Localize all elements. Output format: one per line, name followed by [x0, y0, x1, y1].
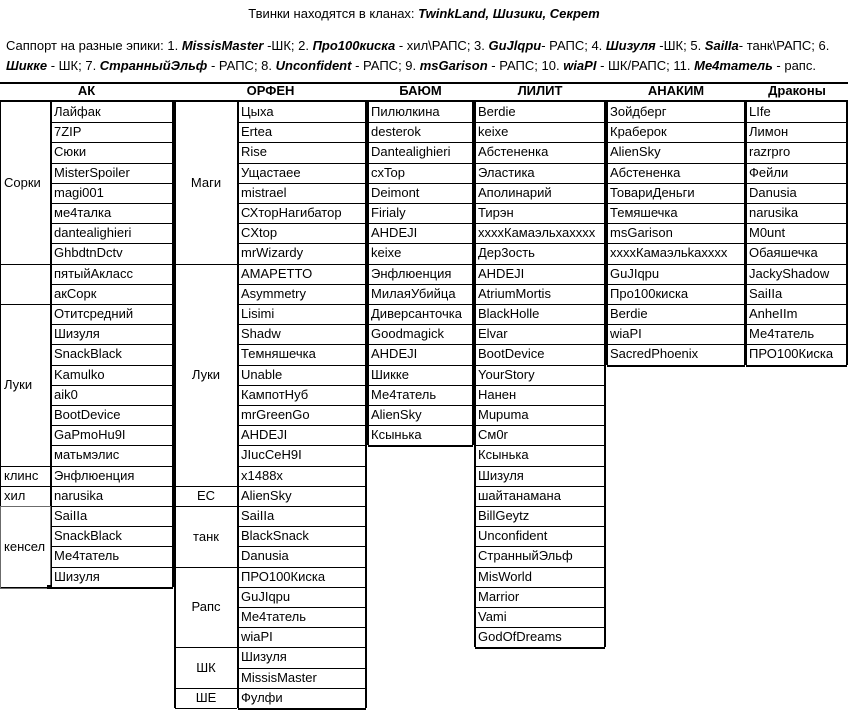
orfen-cell[interactable]: Asymmetry [241, 285, 306, 301]
baium-cell[interactable]: AlienSky [371, 407, 422, 422]
lilit-cell[interactable]: Дер3ость [478, 245, 535, 261]
orfen-cell[interactable]: AHDEJI [241, 427, 288, 443]
anakim-cell[interactable]: Berdie [610, 306, 648, 321]
orfen-cell[interactable]: GuJIqpu [241, 588, 291, 604]
dragons-cell[interactable]: narusika [749, 205, 799, 220]
orfen-group-label[interactable]: Рапс [191, 599, 221, 615]
baium-cell[interactable]: Deimont [371, 184, 420, 200]
ak-group-label[interactable]: Сорки [4, 175, 41, 191]
ak-cell[interactable]: матьмэлис [54, 447, 120, 463]
lilit-bottom-border [475, 647, 605, 649]
ak-cell[interactable]: GaPmoHu9I [54, 427, 126, 443]
orfen-cell[interactable]: AlienSky [241, 487, 292, 503]
anakim-cell[interactable]: xxxxКамаэльkaxxxx [610, 245, 728, 261]
ak-cell[interactable]: BootDevice [54, 407, 121, 422]
baium-bottom-border [368, 445, 473, 447]
ak-cell[interactable]: SnackBlack [54, 528, 122, 544]
dragons-cell[interactable]: LIfe [749, 104, 771, 119]
orfen-cell[interactable]: SaiIIa [241, 508, 275, 523]
ak-cell[interactable]: magi001 [54, 184, 104, 200]
orfen-cell[interactable]: Unable [241, 366, 283, 382]
lilit-cell[interactable]: Unconfident [478, 528, 548, 544]
ak-cell[interactable]: SaiIIa [54, 508, 88, 523]
orfen-cell[interactable]: Фулфи [241, 689, 283, 705]
ak-cell[interactable]: narusika [54, 487, 104, 503]
orfen-cell[interactable]: Rise [241, 144, 268, 160]
orfen-group-label[interactable]: ШЕ [195, 690, 217, 706]
ak-cell[interactable]: акСорк [54, 285, 97, 301]
support-name: wiaPI [563, 58, 597, 73]
support-text: Саппорт на разные эпики: 1. [6, 38, 182, 53]
lilit-cell[interactable]: Тирэн [478, 205, 514, 220]
dragons-cell[interactable]: Danusia [749, 184, 797, 200]
support-text: - ШК/РАПС; 11. [596, 58, 695, 73]
column-header-5[interactable]: АНАКИМ [647, 83, 705, 98]
orfen-group-label[interactable]: Маги [190, 175, 222, 191]
baium-cell[interactable]: Пилюлкина [371, 104, 440, 119]
ak-cell[interactable]: ме4талка [54, 205, 112, 220]
dragons-cell[interactable]: Фейли [749, 164, 789, 180]
support-name: Me4mameль [694, 58, 773, 73]
orfen-cell[interactable]: Ertea [241, 124, 273, 140]
baium-cell[interactable]: Ксынька [371, 427, 422, 443]
orfen-cell[interactable]: Ущастаеe [241, 164, 301, 180]
lilit-cell[interactable]: Аполинарий [478, 184, 552, 200]
anakim-cell[interactable]: msGarison [610, 225, 673, 241]
ak-group-label[interactable]: кенсел [4, 538, 46, 554]
lilit-cell[interactable]: Berdie [478, 104, 516, 119]
orfen-cell[interactable]: BlackSnack [241, 528, 309, 544]
ak-cell[interactable]: Шизуля [54, 326, 100, 342]
support-text: - РАПС; 9. [351, 58, 420, 73]
lilit-cell[interactable]: Ксынька [478, 447, 529, 463]
baium-cell[interactable]: Шикке [371, 366, 409, 382]
ak-cell[interactable]: dantealighieri [54, 225, 132, 241]
lilit-cell[interactable]: xxxxКамаэльхаxxxx [478, 225, 596, 241]
lilit-cell[interactable]: Marrior [478, 588, 520, 604]
lilit-cell[interactable]: BlackHolle [478, 306, 540, 321]
baium-cell[interactable]: Диверсанточка [371, 306, 462, 321]
lilit-cell[interactable]: Абстененка [478, 144, 549, 160]
orfen-cell[interactable]: Shadw [241, 326, 281, 342]
support-name: SaiIIa [704, 38, 739, 53]
ak-cell[interactable]: Сюки [54, 144, 87, 160]
orfen-cell[interactable]: AMAPETTO [241, 265, 313, 281]
support-text: -ШК; 5. [655, 38, 705, 53]
column-header-3[interactable]: БАЮМ [399, 83, 442, 98]
lilit-cell[interactable]: шайтанамана [478, 487, 561, 503]
orfen-cell[interactable]: Me4татель [241, 609, 307, 624]
support-text: - хил\РАПС; 3. [395, 38, 489, 53]
lilit-left-border [474, 102, 476, 647]
ak-group-label[interactable]: хил [4, 488, 26, 504]
ak-cell[interactable]: Отитсредний [54, 306, 134, 321]
dragons-cell[interactable]: Ме4татель [749, 326, 815, 342]
dragons-cell[interactable]: Обаяшечка [749, 245, 818, 261]
dragons-cell[interactable]: ПРО100Киска [749, 346, 834, 362]
lilit-cell[interactable]: GodOfDreams [478, 629, 562, 645]
anakim-left-border [606, 102, 608, 365]
ak-cell[interactable]: Kamulko [54, 366, 105, 382]
baium-cell[interactable]: Goodmagick [371, 326, 444, 342]
baium-cell[interactable]: keixe [371, 245, 402, 261]
dragons-bottom-border [746, 365, 847, 367]
lilit-cell[interactable]: AHDEJI [478, 265, 525, 281]
anakim-bottom-border [607, 365, 745, 367]
orfen-cell[interactable]: x1488x [241, 467, 283, 483]
orfen-group-label[interactable]: ШК [196, 660, 216, 676]
column-header-2[interactable]: ОРФЕН [246, 83, 295, 98]
orfen-cell[interactable]: mrGreenGo [241, 407, 310, 422]
baium-cell[interactable]: desterok [371, 124, 421, 140]
orfen-cell[interactable]: wiaPI [241, 629, 273, 645]
orfen-cell[interactable]: MissisMaster [241, 669, 317, 685]
ak-cell[interactable]: Энфлюенция [54, 467, 135, 483]
support-text: - РАПС; 10. [487, 58, 564, 73]
orfen-cell[interactable]: СХторНагибатор [241, 205, 342, 220]
orfen-cell[interactable]: CXtop [241, 225, 278, 241]
support-name: msGarison [419, 58, 488, 73]
lilit-cell[interactable]: BootDevice [478, 346, 545, 362]
lilit-cell[interactable]: Elvar [478, 326, 508, 342]
lilit-cell[interactable]: Cм0r [478, 427, 508, 443]
orfen-cell[interactable]: ПРО100Киска [241, 568, 326, 584]
orfen-cell[interactable]: Danusia [241, 548, 289, 564]
anakim-cell[interactable]: Краберок [610, 124, 667, 140]
clans-caption-names: TwinkLand, Шизики, Секрет [418, 6, 600, 21]
column-header-6[interactable]: Драконы [768, 83, 826, 98]
support-caption [6, 36, 844, 76]
lilit-cell[interactable]: YourStory [478, 366, 535, 382]
orfen-group-label[interactable]: танк [193, 528, 219, 544]
orfen-cell[interactable]: КампотНуб [241, 386, 309, 402]
baium-left-border [367, 102, 369, 445]
ak-cell[interactable]: MisterSpoiler [54, 164, 130, 180]
orfen-group-line [175, 708, 237, 709]
support-text: - рапс. [772, 58, 816, 73]
ak-cell[interactable]: Шизуля [54, 568, 100, 584]
support-name: Unconfident [275, 58, 352, 73]
anakim-cell[interactable]: ТовариДеньги [610, 184, 695, 200]
support-name: Шизуля [605, 38, 656, 53]
orfen-cell[interactable]: mrWizardy [241, 245, 304, 261]
baium-cell[interactable]: Ме4татель [371, 386, 437, 402]
support-text: - РАПС; 8. [207, 58, 276, 73]
dragons-cell[interactable]: razrpro [749, 144, 791, 160]
ak-cell[interactable]: Ме4татель [54, 548, 120, 564]
ak-cell[interactable]: 7ZIP [54, 124, 82, 140]
anakim-cell[interactable]: GuJIqpu [610, 265, 660, 281]
anakim-cell[interactable]: SacredPhoenix [610, 346, 699, 362]
baium-cell[interactable]: МилаяУбийца [371, 285, 456, 301]
lilit-cell[interactable]: Шизуля [478, 467, 524, 483]
orfen-cell[interactable]: JIucCeH9I [241, 447, 302, 463]
ak-cell[interactable]: пятыйАклаcc [54, 265, 133, 281]
baium-cell[interactable]: cxTop [371, 164, 405, 180]
column-header-4[interactable]: ЛИЛИТ [517, 83, 563, 98]
orfen-group-label[interactable]: Луки [191, 367, 221, 383]
lilit-cell[interactable]: Vami [478, 609, 507, 624]
baium-cell[interactable]: AHDEJI [371, 225, 418, 241]
support-text: - ШК; 7. [47, 58, 100, 73]
anakim-cell[interactable]: wiaPI [610, 326, 642, 342]
dragons-cell[interactable]: JackyShadow [749, 265, 830, 281]
orfen-group-left-thick [174, 102, 176, 708]
lilit-cell[interactable]: Hанен [478, 386, 517, 402]
dragons-cell[interactable]: AnheIIm [749, 306, 798, 321]
baium-cell[interactable]: AHDEJI [371, 346, 418, 362]
lilit-cell[interactable]: СтранныйЭльф [478, 548, 573, 564]
selected-cell-border[interactable] [0, 506, 51, 589]
lilit-cell[interactable]: AtriumMortis [478, 285, 551, 301]
dragons-cell[interactable]: M0unt [749, 225, 786, 241]
lilit-cell[interactable]: keixe [478, 124, 509, 140]
lilit-cell[interactable]: Mupuma [478, 407, 529, 422]
baium-cell[interactable]: Энфлюенция [371, 265, 452, 281]
lilit-cell[interactable]: MisWorld [478, 568, 532, 584]
ak-bottom-border [51, 587, 173, 589]
lilit-cell[interactable]: BillGeytz [478, 508, 530, 523]
dragons-left-border [745, 102, 747, 365]
support-name: СтранныйЭльф [99, 58, 208, 73]
dragons-cell[interactable]: SaiIIa [749, 285, 783, 301]
support-name: GuJlqpu [488, 38, 542, 53]
dragons-cell[interactable]: Лимон [749, 124, 789, 140]
orfen-cell[interactable]: Темняшечка [241, 346, 316, 362]
anakim-cell[interactable]: AlienSky [610, 144, 661, 160]
support-text: -ШК; 2. [263, 38, 313, 53]
orfen-group-label[interactable]: ЕС [196, 488, 216, 504]
column-header-1[interactable]: АК [77, 83, 96, 98]
ak-cell[interactable]: GhbdtnDctv [54, 245, 123, 261]
orfen-cell[interactable]: Lisimi [241, 306, 275, 321]
ak-group-label[interactable]: Луки [4, 377, 33, 393]
lilit-cell[interactable]: Эластика [478, 164, 535, 180]
ak-cell[interactable]: SnackBlack [54, 346, 122, 362]
ak-group-label[interactable] [0, 264, 50, 304]
orfen-cell[interactable]: Шизуля [241, 649, 287, 665]
anakim-cell[interactable]: Абстененка [610, 164, 681, 180]
fill-handle[interactable] [47, 585, 51, 589]
ak-cell[interactable]: aik0 [54, 386, 78, 402]
clans-caption [0, 6, 848, 21]
orfen-cell[interactable]: mistrael [241, 184, 287, 200]
support-name: Про100киска [312, 38, 396, 53]
baium-cell[interactable]: Firialy [371, 205, 406, 220]
orfen-cell[interactable]: Цыха [241, 104, 274, 119]
support-text: - танк\РАПС; 6. [738, 38, 830, 53]
support-text: - РАПС; 4. [541, 38, 606, 53]
support-name: Шикке [6, 58, 48, 73]
support-name: MissisMaster [181, 38, 264, 53]
baium-cell[interactable]: Dantealighieri [371, 144, 451, 160]
ak-group-label[interactable]: клинс [4, 468, 39, 484]
orfen-left-border [237, 102, 239, 708]
anakim-cell[interactable]: Про100киска [610, 285, 689, 301]
anakim-cell[interactable]: Зойдберг [610, 104, 667, 119]
clans-caption-prefix: Твинки находятся в кланах: [248, 6, 419, 21]
anakim-cell[interactable]: Темяшечка [610, 205, 678, 220]
ak-cell[interactable]: Лайфак [54, 104, 101, 119]
